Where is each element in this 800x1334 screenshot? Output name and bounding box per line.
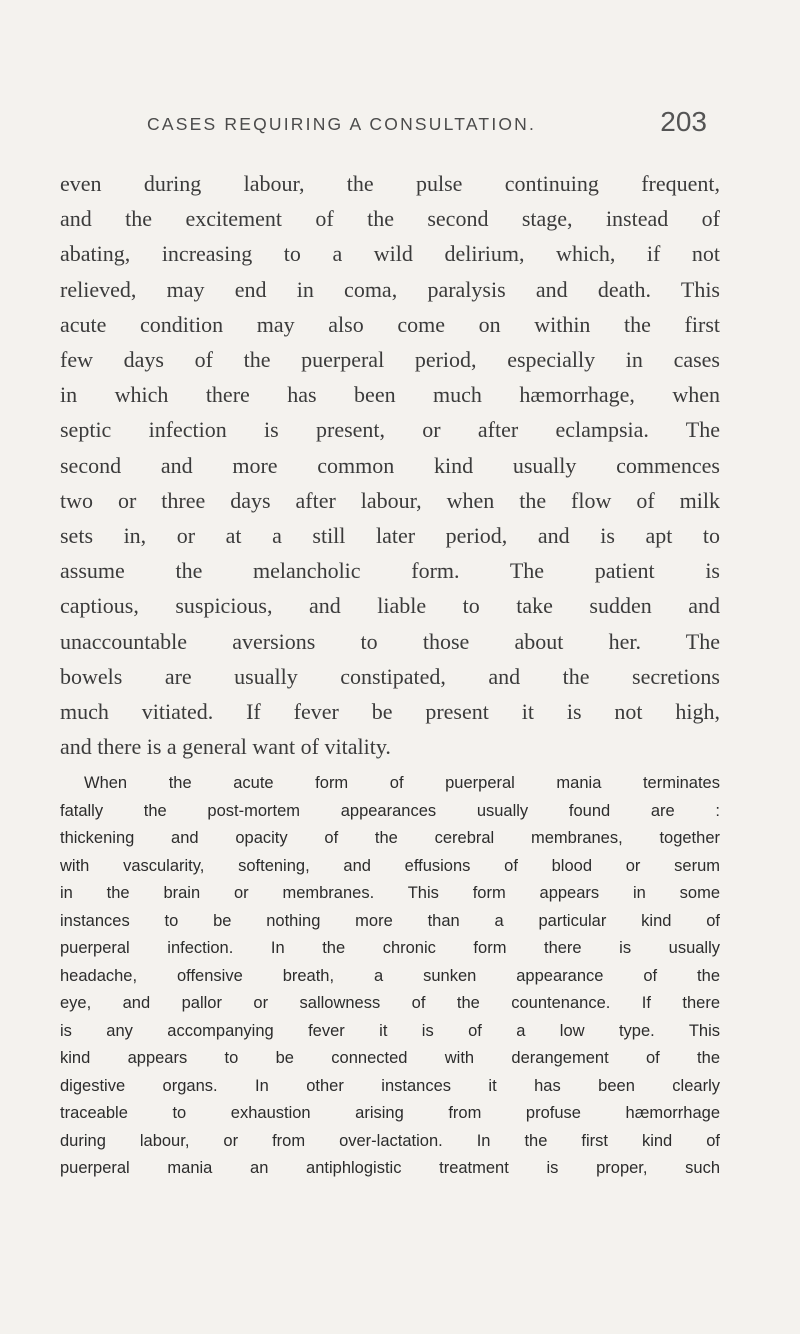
text-line: digestive organs. In other instances it has been clearly — [60, 1076, 720, 1095]
text-line: thickening and opacity of the cerebral membranes, together — [60, 829, 720, 847]
page-number: 203 — [660, 106, 707, 137]
text-line: and there is a general want of vitality. — [60, 734, 391, 760]
running-head — [147, 108, 707, 138]
text-line: traceable to exhaustion arising from profuse hæmorrhage — [60, 1104, 720, 1122]
text-line: headache, offensive breath, a sunken appearance of the — [60, 966, 720, 985]
text-line: second and more common kind usually commences — [60, 452, 720, 478]
small-print-paragraph — [60, 770, 720, 1183]
text-line: is any accompanying fever it is of a low type. This — [60, 1021, 720, 1040]
text-line: in which there has been much hæmorrhage, when — [60, 382, 720, 408]
text-line: during labour, or from over-lactation. In the first kind of — [60, 1131, 720, 1150]
text-line: instances to be nothing more than a particular kind of — [60, 911, 720, 930]
text-line: captious, suspicious, and liable to take sudden and — [60, 593, 720, 619]
text-line: fatally the post-mortem appearances usually found are : — [60, 801, 720, 820]
text-line: puerperal infection. In the chronic form there is usually — [60, 939, 720, 957]
text-line: kind appears to be connected with derangement of the — [60, 1049, 720, 1067]
text-line: few days of the puerperal period, especially in cases — [60, 347, 720, 373]
text-line: with vascularity, softening, and effusions of blood or serum — [60, 856, 720, 875]
main-paragraph — [60, 166, 720, 764]
text-line: in the brain or membranes. This form appears in some — [60, 884, 720, 902]
text-line: even during labour, the pulse continuing frequent, — [60, 171, 720, 196]
text-line: septic infection is present, or after eclampsia. The — [60, 417, 720, 443]
text-line: unaccountable aversions to those about her. The — [60, 628, 720, 654]
text-line: two or three days after labour, when the flow of milk — [60, 487, 720, 513]
text-line: assume the melancholic form. The patient is — [60, 558, 720, 584]
text-line: bowels are usually constipated, and the secretions — [60, 663, 720, 689]
text-line: When the acute form of puerperal mania terminates — [84, 774, 720, 792]
text-line: and the excitement of the second stage, instead of — [60, 206, 720, 232]
text-line: acute condition may also come on within the first — [60, 311, 720, 337]
text-line: puerperal mania an antiphlogistic treatment is proper, such — [60, 1159, 720, 1177]
text-line: eye, and pallor or sallowness of the countenance. If there — [60, 994, 720, 1012]
text-line: abating, increasing to a wild delirium, which, if not — [60, 241, 720, 267]
text-line: much vitiated. If fever be present it is not high, — [60, 699, 720, 725]
text-line: relieved, may end in coma, paralysis and death. This — [60, 276, 720, 302]
running-head-title: CASES REQUIRING A CONSULTATION. — [147, 114, 537, 134]
text-line: sets in, or at a still later period, and is apt to — [60, 523, 720, 549]
